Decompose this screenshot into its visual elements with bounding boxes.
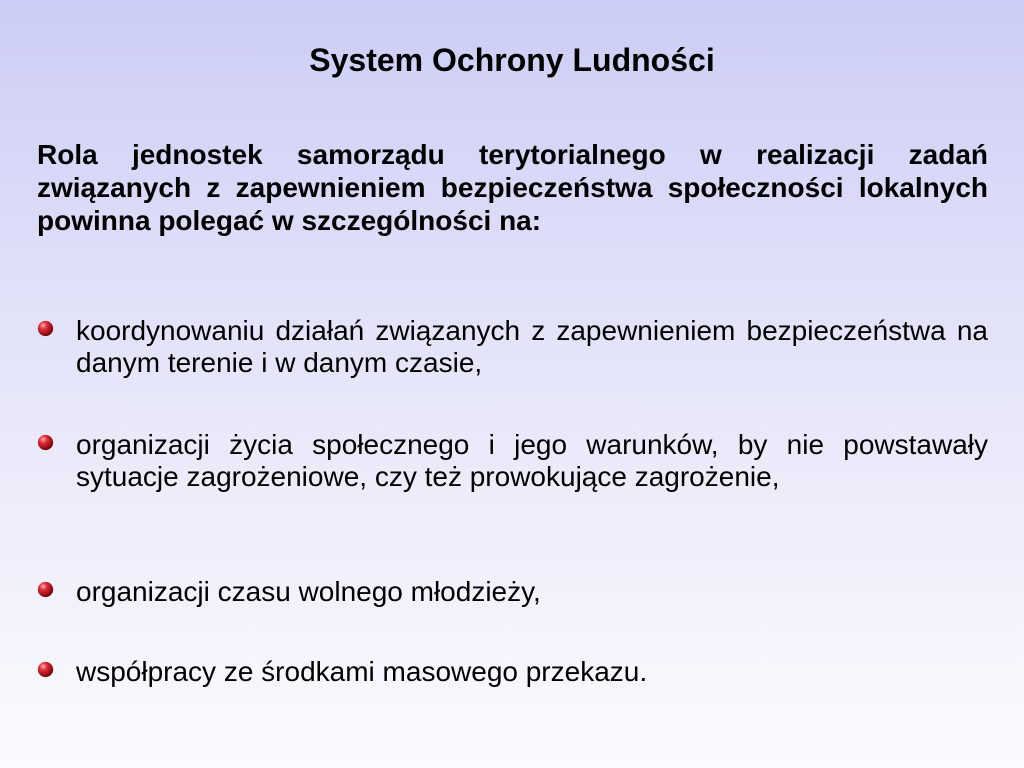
red-sphere-bullet-icon xyxy=(37,661,54,678)
red-sphere-bullet-icon xyxy=(37,581,54,598)
bullet-text: organizacji czasu wolnego młodzieży, xyxy=(76,576,541,607)
bullet-text: koordynowaniu działań związanych z zapewnieniem bezpieczeństwa na danym terenie i w danym czasie, xyxy=(76,315,988,378)
red-sphere-bullet-icon xyxy=(37,320,54,337)
intro-paragraph: Rola jednostek samorządu terytorialnego w realizacji zadań związanych z zapewnieniem bezpieczeństwa społeczności lokalnych powinna polegać w szczególności na: xyxy=(37,139,988,236)
bullet-text: współpracy ze środkami masowego przekazu. xyxy=(76,656,648,687)
slide-title: System Ochrony Ludności xyxy=(309,42,715,78)
bullet-text: organizacji życia społecznego i jego warunków, by nie powstawały sytuacje zagrożeniowe, czy też prowokujące zagrożenie, xyxy=(76,429,988,492)
red-sphere-bullet-icon xyxy=(37,434,54,451)
